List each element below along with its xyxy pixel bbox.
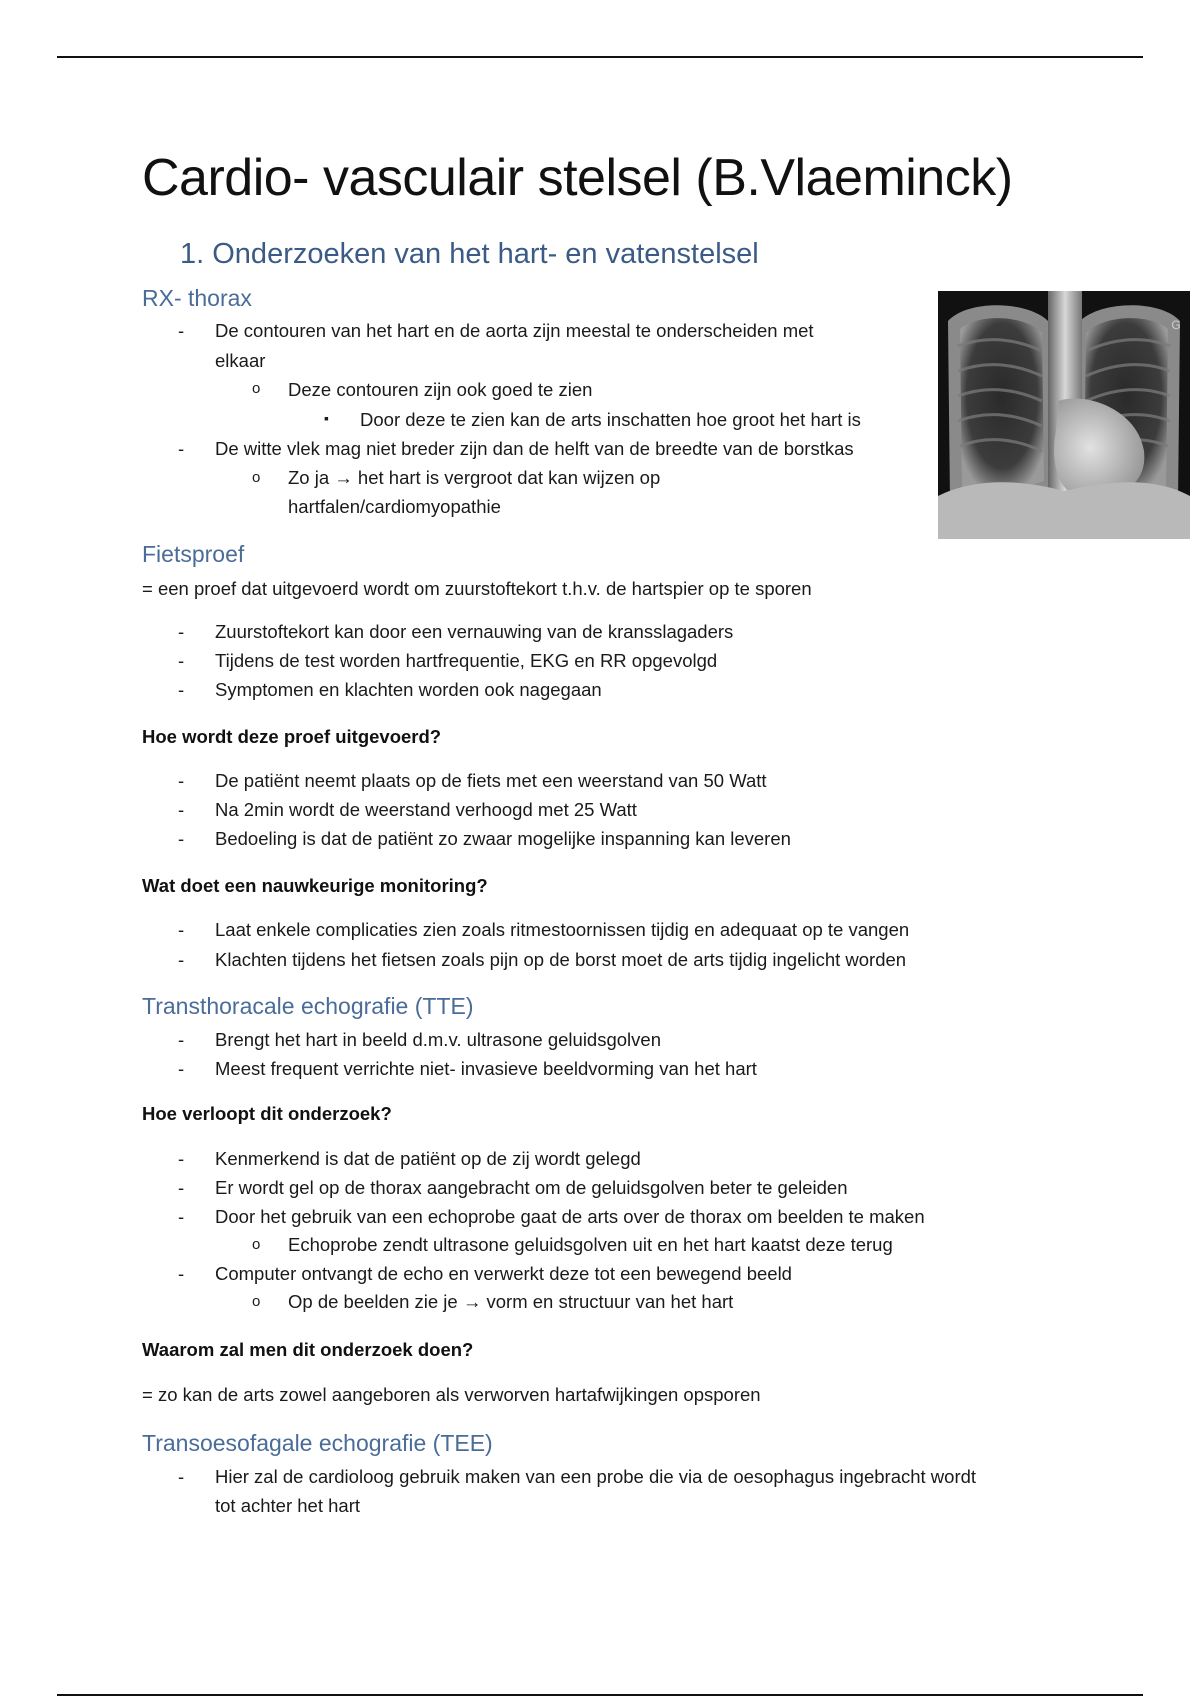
rx-bullet-1-line-2: elkaar bbox=[215, 350, 266, 371]
tte-heading: Transthoracale echografie (TTE) bbox=[142, 993, 474, 1019]
list-item: Computer ontvangt de echo en verwerkt deze tot een bewegend beeld bbox=[215, 1263, 792, 1284]
list-item: De patiënt neemt plaats op de fiets met een weerstand van 50 Watt bbox=[215, 770, 767, 791]
tee-bullet-line-1: Hier zal de cardioloog gebruik maken van een probe die via de oesophagus ingebracht wordt bbox=[215, 1466, 977, 1487]
rx-sub-1: Deze contouren zijn ook goed te zien bbox=[288, 379, 593, 400]
bullet-dash: - bbox=[178, 1029, 185, 1050]
list-item: Er wordt gel op de thorax aangebracht om de geluidsgolven beter te geleiden bbox=[215, 1177, 848, 1198]
bullet-dash: - bbox=[178, 438, 185, 459]
section-title: Onderzoeken van het hart- en vatenstelsel bbox=[212, 238, 759, 270]
list-item: Kenmerkend is dat de patiënt op de zij wordt gelegd bbox=[215, 1148, 641, 1169]
tee-bullet-line-2: tot achter het hart bbox=[215, 1495, 361, 1516]
question-heading: Waarom zal men dit onderzoek doen? bbox=[142, 1339, 474, 1360]
bullet-circle: o bbox=[252, 1236, 261, 1253]
bottom-rule bbox=[57, 1694, 1143, 1696]
list-item: Brengt het hart in beeld d.m.v. ultrasone geluidsgolven bbox=[215, 1029, 661, 1050]
bullet-dash: - bbox=[178, 799, 185, 820]
rx-bullet-1-line-1: De contouren van het hart en de aorta zijn meestal te onderscheiden met bbox=[215, 320, 814, 341]
list-item-text-a: Op de beelden zie je bbox=[288, 1291, 458, 1312]
list-item: Symptomen en klachten worden ook nagegaan bbox=[215, 679, 602, 700]
arrow-icon: → bbox=[462, 1291, 482, 1312]
bullet-dash: - bbox=[178, 320, 185, 341]
list-item: Echoprobe zendt ultrasone geluidsgolven uit en het hart kaatst deze terug bbox=[288, 1234, 893, 1255]
top-rule bbox=[57, 56, 1143, 58]
list-item: Door het gebruik van een echoprobe gaat de arts over de thorax om beelden te maken bbox=[215, 1206, 925, 1227]
bullet-circle: o bbox=[252, 380, 261, 397]
fietsproef-heading: Fietsproef bbox=[142, 541, 245, 567]
chest-xray-image bbox=[938, 291, 1190, 539]
bullet-dash: - bbox=[178, 1058, 185, 1079]
fietsproef-definition: = een proef dat uitgevoerd wordt om zuurstoftekort t.h.v. de hartspier op te sporen bbox=[142, 578, 812, 599]
rx-sub-2-text-a: Zo ja bbox=[288, 467, 330, 488]
bullet-circle: o bbox=[252, 1293, 261, 1310]
bullet-dash: - bbox=[178, 770, 185, 791]
bullet-dash: - bbox=[178, 679, 185, 700]
list-item bbox=[288, 1291, 733, 1313]
rx-sub-2-line-2: hartfalen/cardiomyopathie bbox=[288, 496, 501, 517]
arrow-icon: → bbox=[334, 467, 353, 488]
rx-heading: RX- thorax bbox=[142, 285, 252, 311]
bullet-dash: - bbox=[178, 1206, 185, 1227]
tte-q2-definition: = zo kan de arts zowel aangeboren als verworven hartafwijkingen opsporen bbox=[142, 1384, 761, 1405]
bullet-dash: - bbox=[178, 828, 185, 849]
bullet-dash: - bbox=[178, 1263, 185, 1284]
rx-bullet-2: De witte vlek mag niet breder zijn dan de helft van de breedte van de borstkas bbox=[215, 438, 854, 459]
list-item-text-b: vorm en structuur van het hart bbox=[486, 1291, 734, 1312]
rx-sub-2 bbox=[288, 467, 660, 489]
section-number: 1. bbox=[180, 238, 205, 270]
page-title: Cardio- vasculair stelsel (B.Vlaeminck) bbox=[142, 149, 1013, 207]
question-heading: Hoe wordt deze proef uitgevoerd? bbox=[142, 726, 442, 747]
list-item: Na 2min wordt de weerstand verhoogd met 25 Watt bbox=[215, 799, 637, 820]
bullet-dash: - bbox=[178, 949, 185, 970]
bullet-dash: - bbox=[178, 919, 185, 940]
bullet-square: ▪ bbox=[324, 410, 329, 426]
question-heading: Wat doet een nauwkeurige monitoring? bbox=[142, 875, 488, 896]
list-item: Tijdens de test worden hartfrequentie, EKG en RR opgevolgd bbox=[215, 650, 718, 671]
rx-sub-2-text-b: het hart is vergroot dat kan wijzen op bbox=[357, 467, 661, 488]
bullet-dash: - bbox=[178, 1148, 185, 1169]
bullet-circle: o bbox=[252, 469, 261, 486]
bullet-dash: - bbox=[178, 1177, 185, 1198]
xray-marker-letter: G bbox=[1171, 318, 1181, 332]
bullet-dash: - bbox=[178, 1466, 185, 1487]
chest-xray-illustration bbox=[938, 291, 1190, 539]
rx-subsub-1: Door deze te zien kan de arts inschatten hoe groot het hart is bbox=[360, 409, 861, 430]
bullet-dash: - bbox=[178, 650, 185, 671]
bullet-dash: - bbox=[178, 621, 185, 642]
list-item: Klachten tijdens het fietsen zoals pijn op de borst moet de arts tijdig ingelicht worden bbox=[215, 949, 907, 970]
question-heading: Hoe verloopt dit onderzoek? bbox=[142, 1103, 392, 1124]
list-item: Laat enkele complicaties zien zoals ritmestoornissen tijdig en adequaat op te vangen bbox=[215, 919, 910, 940]
list-item: Bedoeling is dat de patiënt zo zwaar mogelijke inspanning kan leveren bbox=[215, 828, 791, 849]
list-item: Zuurstoftekort kan door een vernauwing van de kransslagaders bbox=[215, 621, 734, 642]
section-heading bbox=[180, 238, 759, 271]
list-item: Meest frequent verrichte niet- invasieve beeldvorming van het hart bbox=[215, 1058, 757, 1079]
tee-heading: Transoesofagale echografie (TEE) bbox=[142, 1430, 493, 1456]
